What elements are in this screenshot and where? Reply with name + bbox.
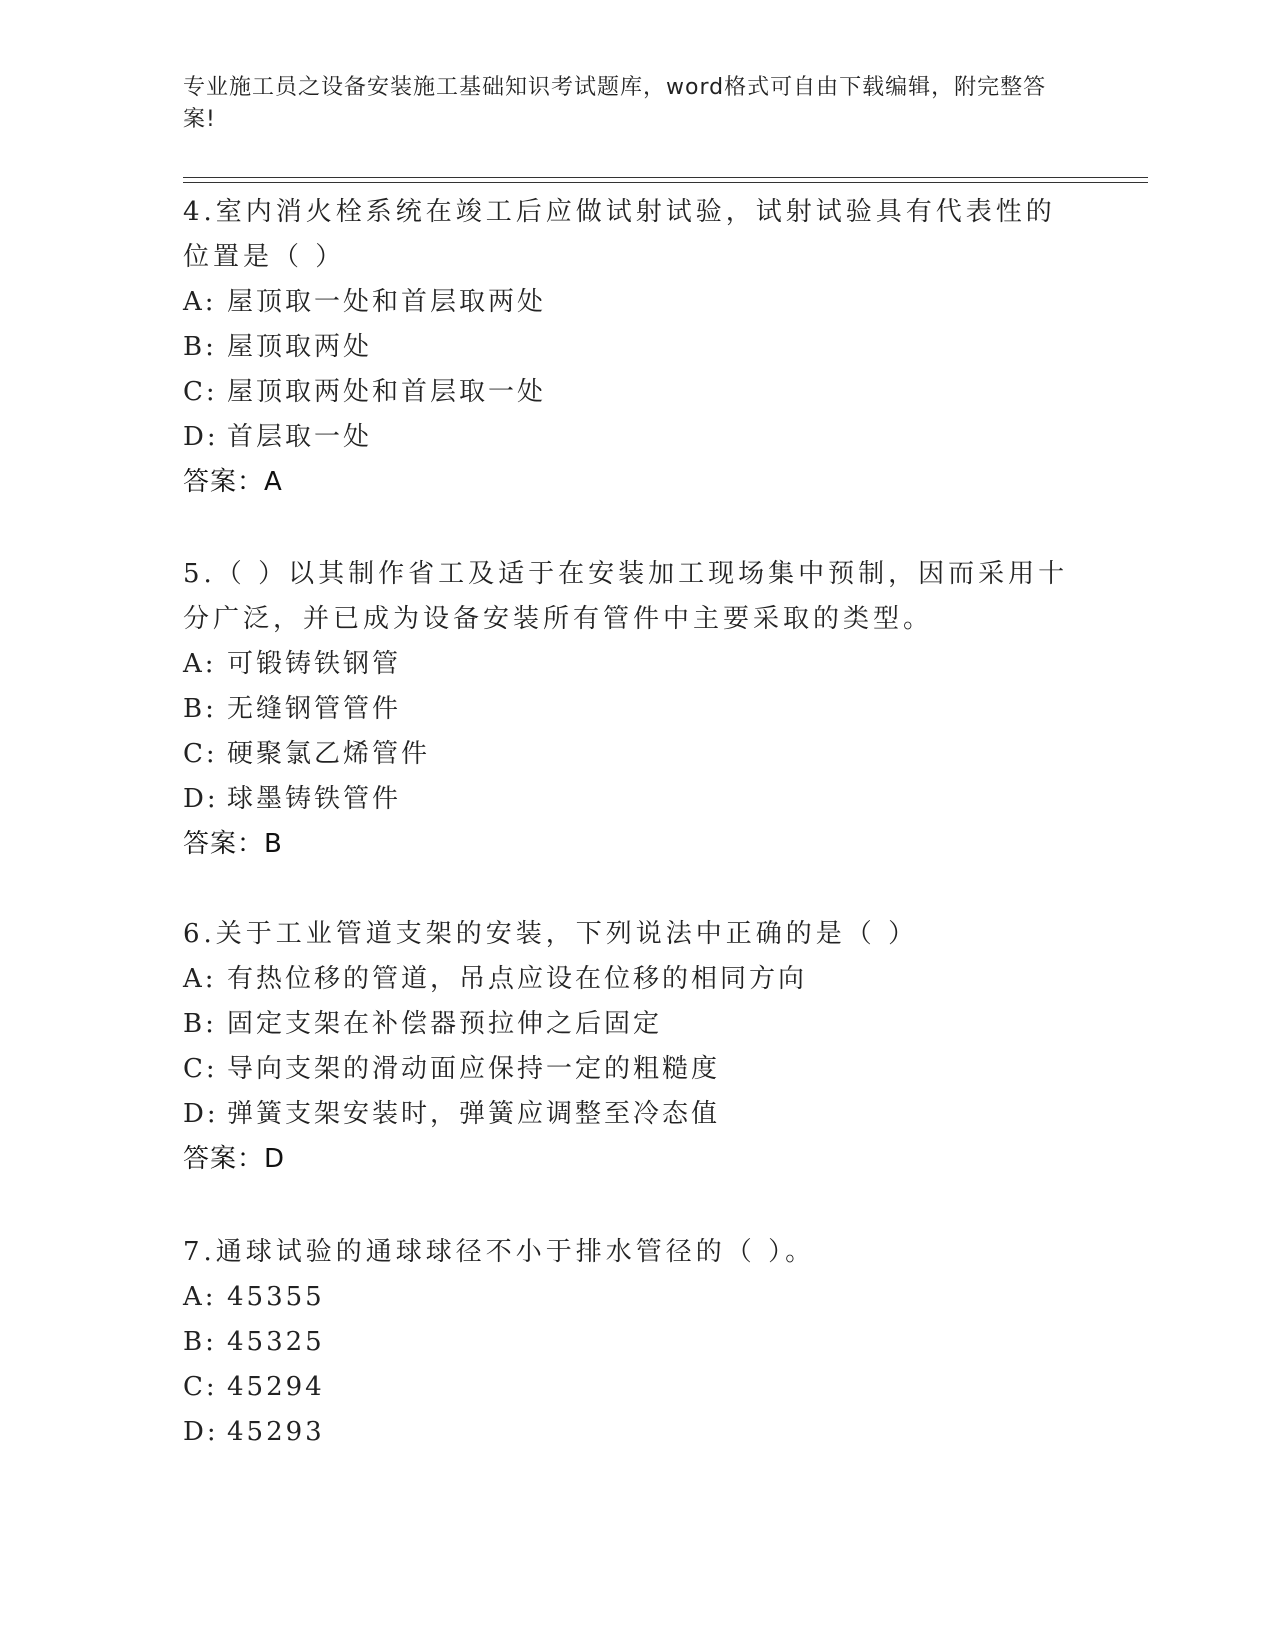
answer-text: 答案：B: [183, 829, 283, 859]
option-text: 首层取一处: [227, 422, 373, 452]
option-text: 硬聚氯乙烯管件: [227, 739, 431, 769]
option-text: 屋顶取两处和首层取一处: [227, 377, 547, 407]
option-a: [183, 280, 1083, 325]
option-letter: C:: [183, 739, 218, 769]
option-letter: B:: [183, 694, 217, 724]
question-text: 5.（ ）以其制作省工及适于在安装加工现场集中预制，因而采用十分广泛，并已成为设备安装所有管件中主要采取的类型。: [183, 559, 1069, 634]
option-text: 弹簧支架安装时，弹簧应调整至冷态值: [227, 1099, 721, 1129]
option-c: [183, 370, 1083, 415]
option-a: [183, 642, 1083, 687]
option-text: 45294: [227, 1372, 325, 1402]
option-letter: C:: [183, 1372, 218, 1402]
option-letter: D:: [183, 422, 219, 452]
option-letter: B:: [183, 1009, 217, 1039]
option-letter: C:: [183, 377, 218, 407]
option-d: [183, 415, 1083, 460]
option-text: 可锻铸铁钢管: [227, 649, 402, 679]
option-d: [183, 777, 1083, 822]
header-rule-top: [183, 177, 1148, 178]
question-text: 7.通球试验的通球球径不小于排水管径的（ ）。: [183, 1237, 816, 1267]
question-6: [183, 912, 1083, 1182]
option-text: 有热位移的管道，吊点应设在位移的相同方向: [227, 964, 808, 994]
answer-text: 答案：A: [183, 467, 283, 497]
option-letter: A:: [183, 964, 217, 994]
option-text: 固定支架在补偿器预拉伸之后固定: [227, 1009, 663, 1039]
option-text: 屋顶取一处和首层取两处: [227, 287, 547, 317]
option-letter: D:: [183, 1417, 219, 1447]
option-c: [183, 1047, 1083, 1092]
question-7: [183, 1230, 1083, 1455]
option-letter: C:: [183, 1054, 218, 1084]
option-text: 45325: [227, 1327, 325, 1357]
option-c: [183, 1365, 1083, 1410]
option-b: [183, 1320, 1083, 1365]
option-a: [183, 1275, 1083, 1320]
question-4: [183, 190, 1083, 505]
option-text: 无缝钢管管件: [227, 694, 402, 724]
option-text: 球墨铸铁管件: [227, 784, 402, 814]
option-text: 45355: [227, 1282, 325, 1312]
page-header-text: 专业施工员之设备安装施工基础知识考试题库，word格式可自由下载编辑，附完整答案!: [183, 75, 1047, 132]
option-text: 导向支架的滑动面应保持一定的粗糙度: [227, 1054, 721, 1084]
header-rule-bottom: [183, 182, 1148, 183]
option-b: [183, 325, 1083, 370]
option-letter: D:: [183, 784, 219, 814]
option-d: [183, 1092, 1083, 1137]
option-d: [183, 1410, 1083, 1455]
option-letter: A:: [183, 287, 217, 317]
question-text: 4.室内消火栓系统在竣工后应做试射试验，试射试验具有代表性的位置是（ ）: [183, 197, 1056, 272]
option-a: [183, 957, 1083, 1002]
option-text: 45293: [227, 1417, 325, 1447]
option-b: [183, 687, 1083, 732]
option-letter: B:: [183, 332, 217, 362]
option-text: 屋顶取两处: [227, 332, 373, 362]
option-c: [183, 732, 1083, 777]
question-text: 6.关于工业管道支架的安装，下列说法中正确的是（ ）: [183, 919, 919, 949]
option-letter: D:: [183, 1099, 219, 1129]
option-letter: A:: [183, 1282, 217, 1312]
option-b: [183, 1002, 1083, 1047]
question-5: [183, 552, 1083, 867]
answer-text: 答案：D: [183, 1144, 286, 1174]
option-letter: A:: [183, 649, 217, 679]
option-letter: B:: [183, 1327, 217, 1357]
